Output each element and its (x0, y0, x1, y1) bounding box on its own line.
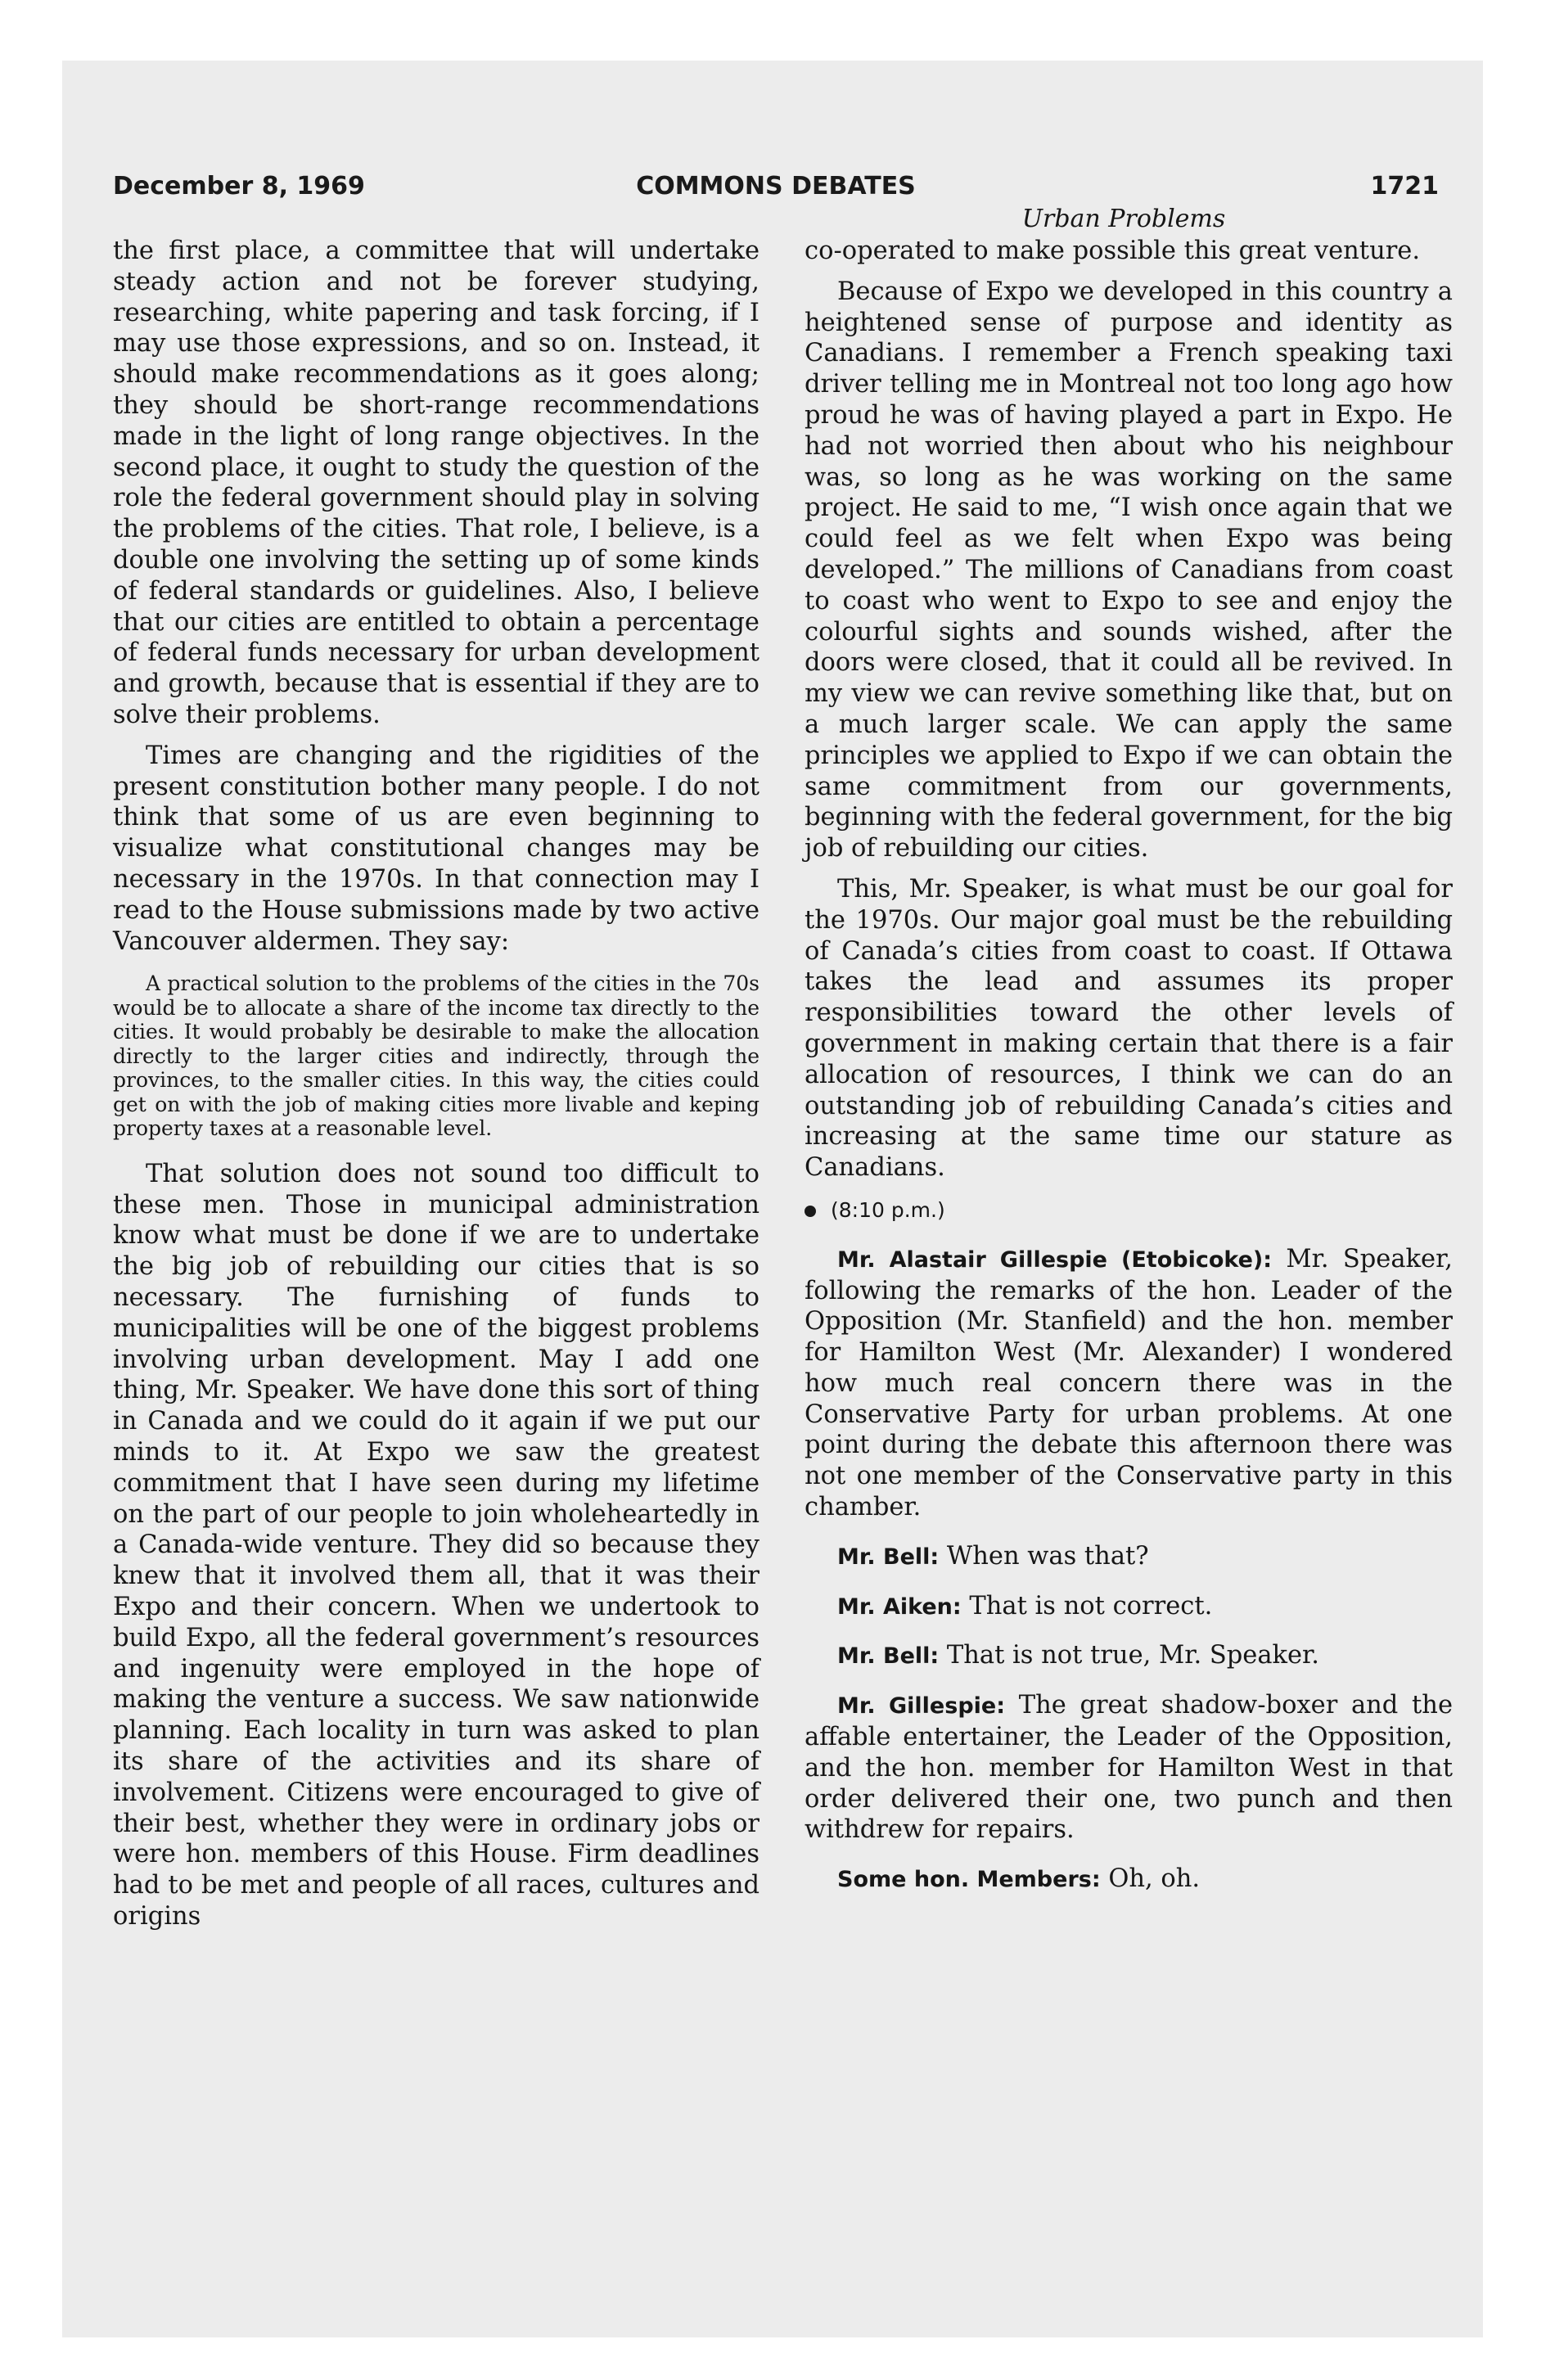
speaker-name: Mr. Aiken: (837, 1593, 962, 1620)
paragraph: This, Mr. Speaker, is what must be our goal for the 1970s. Our major goal must be the rebuilding of Canada’s cities from coast to coast. If Ottawa takes the lead and assumes its proper responsibilities toward the other levels of government in making certain that there is a fair allocation of resources, I think we can do an outstanding job of rebuilding Canada’s cities and increasing at the same time our stature as Canadians. (805, 874, 1453, 1183)
block-quote: A practical solution to the problems of the cities in the 70s would be to allocate a share of the income tax directly to the cities. It would probably be desirable to make the allocation directly to the larger cities and indirectly, through the provinces, to the smaller cities. In this way, the cities could get on with the job of making cities more livable and keping property taxes at a reasonable level. (113, 971, 759, 1141)
speaker-name: Some hon. Members: (837, 1867, 1101, 1893)
speech: Mr. Gillespie: The great shadow-boxer and the affable entertainer, the Leader of the Opposition, and the hon. member for Hamilton West in that order delivered their one, two punch and then withdrew for repairs. (805, 1691, 1453, 1845)
speech: Some hon. Members: Oh, oh. (837, 1864, 1201, 1894)
paragraph: Because of Expo we developed in this country a heightened sense of purpose and identity as Canadians. I remember a French speaking taxi driver telling me in Montreal not too long ago how proud he was of having played a part in Expo. He had not worried then about who his neighbour was, so long as he was working on the same project. He said to me, “I wish once again that we could feel as we felt when Expo was being developed.” The millions of Canadians from coast to coast who went to Expo to see and enjoy the colourful sights and sounds wished, after the doors were closed, that it could all be revived. In my view we can revive something like that, but on a much larger scale. We can apply the same principles we applied to Expo if we can obtain the same commitment from our governments, beginning with the federal government, for the big job of rebuilding our cities. (805, 277, 1453, 863)
page-number: 1721 (1370, 172, 1439, 201)
paragraph: the first place, a committee that will undertake steady action and not be forever studying, researching, white papering and task forcing, if I may use those expressions, and so on. Instead, it should make recommendations as it goes along; they should be short-range recommendations made in the light of long range objectives. In the second place, it ought to study the question of the role the federal government should play in solving the problems of the cities. That role, I believe, is a double one involving the setting up of some kinds of federal standards or guidelines. Also, I believe that our cities are entitled to obtain a percentage of federal funds necessary for urban development and growth, because that is essential if they are to solve their problems. (113, 237, 759, 729)
speaker-name: Mr. Bell: (837, 1544, 940, 1570)
time-stamp: (8:10 p.m.) (805, 1195, 1453, 1226)
speaker-name: Mr. Alastair Gillespie (Etobicoke): (837, 1246, 1273, 1273)
bullet-icon (805, 1206, 816, 1217)
speech: Mr. Bell: When was that? (837, 1541, 1149, 1571)
speaker-name: Mr. Gillespie: (837, 1693, 1006, 1720)
header-date: December 8, 1969 (113, 172, 365, 201)
speech: Mr. Aiken: That is not correct. (837, 1591, 1213, 1620)
speech: Mr. Bell: That is not true, Mr. Speaker. (837, 1641, 1319, 1670)
left-column (113, 236, 759, 1932)
section-heading: Urban Problems (1021, 205, 1226, 233)
speaker-name: Mr. Bell: (837, 1643, 940, 1670)
paragraph: Times are changing and the rigidities of the present constitution bother many people. I do not think that some of us are even beginning to visualize what constitutional changes may be necessary in the 1970s. In that connection may I read to the House submissions made by two active Vancouver aldermen. They say: (113, 741, 759, 956)
paragraph: That solution does not sound too difficult to these men. Those in municipal administration know what must be done if we are to undertake the big job of rebuilding our cities that is so necessary. The furnishing of funds to municipalities will be one of the biggest problems involving urban development. May I add one thing, Mr. Speaker. We have done this sort of thing in Canada and we could do it again if we put our minds to it. At Expo we saw the greatest commitment that I have seen during my lifetime on the part of our people to join wholeheartedly in a Canada-wide venture. They did so because they knew that it involved them all, that it was their Expo and their concern. When we undertook to build Expo, all the federal government’s resources and ingenuity were employed in the hope of making the venture a success. We saw nationwide planning. Each locality in turn was asked to plan its share of the activities and its share of involvement. Citizens were encouraged to give of their best, whether they were in ordinary jobs or were hon. members of this House. Firm deadlines had to be met and people of all races, cultures and origins (113, 1159, 759, 1931)
right-column (805, 236, 1453, 1895)
header-title: COMMONS DEBATES (636, 172, 916, 201)
paragraph: co-operated to make possible this great venture. (805, 237, 1421, 265)
speech: Mr. Alastair Gillespie (Etobicoke): Mr. Speaker, following the remarks of the hon. Leader of the Opposition (Mr. Stanfield) and the hon. member for Hamilton West (Mr. Alexander) I wondered how much real concern there was in the Conservative Party for urban problems. At one point during the debate this afternoon there was not one member of the Conservative party in this chamber. (805, 1244, 1453, 1522)
